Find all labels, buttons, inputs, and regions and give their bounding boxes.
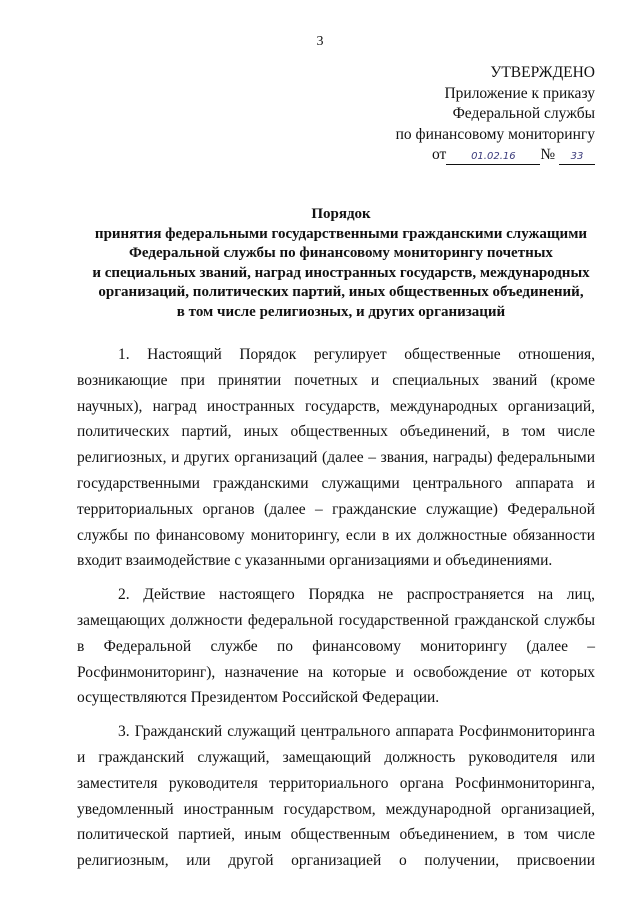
title-line-2: принятия федеральными государственными гражданскими служащими <box>94 225 588 242</box>
from-label: от <box>432 146 447 163</box>
number-label: № <box>540 146 556 163</box>
page-number: 3 <box>316 34 324 49</box>
document-body <box>77 342 595 882</box>
approval-heading: УТВЕРЖДЕНО <box>490 64 595 81</box>
paragraph-1: 1. Настоящий Порядок регулирует общественные отношения, возникающие при принятии почетных и специальных званий (кроме научных), наград иностранных государств, международных организаций, политических партий, иных общественных объединений, в том числе религиозных, и других организаций (далее – звания, награды) федеральными государственными гражданскими служащими центрального аппарата и территориальных органов (далее – гражданские служащие) Федеральной службы по финансовому мониторингу, если в их должностные обязанности входит взаимодействие с указанными организациями и объединениями. <box>77 346 595 570</box>
paragraph-2: 2. Действие настоящего Порядка не распространяется на лиц, замещающих должности федеральной государственной гражданской службы в Федеральной службе по финансовому мониторингу (далее – Росфинмониторинг), назначение на которые и освобождение от которых осуществляются Президентом Российской Федерации. <box>77 586 595 707</box>
document-title <box>60 205 622 322</box>
approval-line-3: по финансовому мониторингу <box>395 125 595 143</box>
handwritten-date: 01.02.16 <box>446 150 540 165</box>
handwritten-number: 33 <box>559 150 595 165</box>
paragraph-3: 3. Гражданский служащий центрального аппарата Росфинмониторинга и гражданский служащий, замещающий должность руководителя или заместителя руководителя территориального органа Росфинмониторинга, уведомленный иностранным государством, международной организацией, политической партией, иным общественным объединением, в том числе религиозным, или другой организацией о получении, присвоении <box>77 723 595 870</box>
title-line-1: Порядок <box>311 206 371 222</box>
title-line-5: организаций, политических партий, иных общественных объединений, <box>98 284 584 300</box>
title-line-6: в том числе религиозных, и других организаций <box>176 303 506 320</box>
title-line-4: и специальных званий, наград иностранных государств, международных <box>92 264 590 281</box>
approval-block <box>396 63 595 166</box>
title-line-3: Федеральной службы по финансовому мониторингу почетных <box>129 245 553 261</box>
approval-line-1: Приложение к приказу <box>444 84 595 102</box>
approval-line-2: Федеральной службы <box>452 105 595 122</box>
approval-date-row <box>396 145 595 166</box>
